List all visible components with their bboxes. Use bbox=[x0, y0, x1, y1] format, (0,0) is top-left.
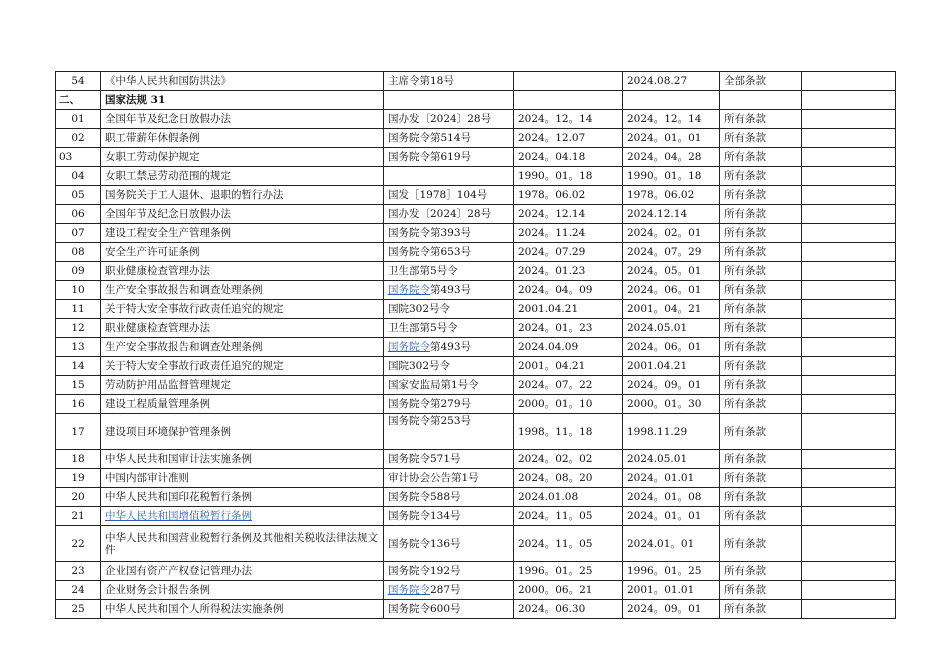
extra-column bbox=[802, 488, 896, 507]
published-date: 2024。01.23 bbox=[514, 262, 623, 281]
regulation-name: 职业健康检查管理办法 bbox=[101, 319, 384, 338]
applicable-scope: 所有条款 bbox=[720, 186, 802, 205]
applicable-scope: 所有条款 bbox=[720, 224, 802, 243]
effective-date: 2024。01。08 bbox=[623, 488, 720, 507]
document-number: 国院302号令 bbox=[384, 300, 514, 319]
table-row bbox=[56, 357, 896, 376]
extra-column bbox=[802, 243, 896, 262]
row-number: 05 bbox=[56, 186, 101, 205]
row-number: 15 bbox=[56, 376, 101, 395]
table-row bbox=[56, 319, 896, 338]
document-number-rest: 第493号 bbox=[430, 284, 472, 296]
effective-date: 2001。01.01 bbox=[623, 581, 720, 600]
extra-column bbox=[802, 167, 896, 186]
table-row bbox=[56, 224, 896, 243]
published-date bbox=[514, 72, 623, 91]
extra-column bbox=[802, 148, 896, 167]
row-number: 22 bbox=[56, 526, 101, 562]
effective-date: 2024。09。01 bbox=[623, 600, 720, 619]
applicable-scope: 所有条款 bbox=[720, 376, 802, 395]
applicable-scope: 所有条款 bbox=[720, 148, 802, 167]
document-number: 国家安监局第1号令 bbox=[384, 376, 514, 395]
document-number: 国务院令第619号 bbox=[384, 148, 514, 167]
row-number: 24 bbox=[56, 581, 101, 600]
published-date: 2024。12.14 bbox=[514, 205, 623, 224]
published-date: 2000。06。21 bbox=[514, 581, 623, 600]
extra-column bbox=[802, 224, 896, 243]
effective-date: 1996。01。25 bbox=[623, 562, 720, 581]
effective-date: 2024。04。28 bbox=[623, 148, 720, 167]
document-number: 国务院令136号 bbox=[384, 526, 514, 562]
extra-column bbox=[802, 357, 896, 376]
row-number: 09 bbox=[56, 262, 101, 281]
applicable-scope: 所有条款 bbox=[720, 414, 802, 450]
document-link[interactable]: 国务院令 bbox=[388, 341, 430, 353]
row-number: 19 bbox=[56, 469, 101, 488]
regulation-name: 全国年节及纪念日放假办法 bbox=[101, 205, 384, 224]
regulation-name: 关于特大安全事故行政责任追究的规定 bbox=[101, 300, 384, 319]
table-row bbox=[56, 186, 896, 205]
row-number: 02 bbox=[56, 129, 101, 148]
regulation-name: 建设项目环境保护管理条例 bbox=[101, 414, 384, 450]
row-number: 54 bbox=[56, 72, 101, 91]
applicable-scope: 所有条款 bbox=[720, 581, 802, 600]
extra-column bbox=[802, 338, 896, 357]
row-number: 17 bbox=[56, 414, 101, 450]
applicable-scope: 所有条款 bbox=[720, 167, 802, 186]
document-number: 国办发〔2024〕28号 bbox=[384, 110, 514, 129]
effective-date: 2024。02。01 bbox=[623, 224, 720, 243]
applicable-scope: 所有条款 bbox=[720, 526, 802, 562]
extra-column bbox=[802, 110, 896, 129]
published-date: 2024。04。09 bbox=[514, 281, 623, 300]
document-number bbox=[384, 338, 514, 357]
document-number: 国发［1978］104号 bbox=[384, 186, 514, 205]
table-row bbox=[56, 469, 896, 488]
published-date: 2024。11。05 bbox=[514, 507, 623, 526]
row-number: 08 bbox=[56, 243, 101, 262]
published-date: 1978。06.02 bbox=[514, 186, 623, 205]
published-date: 2001.04.21 bbox=[514, 300, 623, 319]
extra-column bbox=[802, 262, 896, 281]
table-row bbox=[56, 414, 896, 450]
document-number: 国务院令600号 bbox=[384, 600, 514, 619]
section-blank bbox=[623, 91, 720, 110]
table-row bbox=[56, 488, 896, 507]
regulation-name: 国务院关于工人退休、退职的暂行办法 bbox=[101, 186, 384, 205]
regulation-name bbox=[101, 507, 384, 526]
effective-date: 1998.11.29 bbox=[623, 414, 720, 450]
extra-column bbox=[802, 300, 896, 319]
applicable-scope: 所有条款 bbox=[720, 338, 802, 357]
effective-date: 1990。01。18 bbox=[623, 167, 720, 186]
regulation-name: 全国年节及纪念日放假办法 bbox=[101, 110, 384, 129]
section-blank bbox=[720, 91, 802, 110]
document-number bbox=[384, 281, 514, 300]
extra-column bbox=[802, 414, 896, 450]
applicable-scope: 所有条款 bbox=[720, 281, 802, 300]
regulation-name: 建设工程安全生产管理条例 bbox=[101, 224, 384, 243]
table-row bbox=[56, 148, 896, 167]
regulation-name: 劳动防护用品监督管理规定 bbox=[101, 376, 384, 395]
document-link[interactable]: 国务院令 bbox=[388, 284, 430, 296]
effective-date: 2024.05.01 bbox=[623, 450, 720, 469]
table-row bbox=[56, 300, 896, 319]
regulation-name: 企业财务会计报告条例 bbox=[101, 581, 384, 600]
published-date: 2001。04.21 bbox=[514, 357, 623, 376]
row-number: 13 bbox=[56, 338, 101, 357]
applicable-scope: 所有条款 bbox=[720, 357, 802, 376]
table-row bbox=[56, 507, 896, 526]
section-blank bbox=[514, 91, 623, 110]
applicable-scope: 所有条款 bbox=[720, 243, 802, 262]
published-date: 2024.04.09 bbox=[514, 338, 623, 357]
section-blank bbox=[802, 91, 896, 110]
regulation-name: 女职工禁忌劳动范围的规定 bbox=[101, 167, 384, 186]
effective-date: 2001.04.21 bbox=[623, 357, 720, 376]
published-date: 2024。02。02 bbox=[514, 450, 623, 469]
effective-date: 2024。09。01 bbox=[623, 376, 720, 395]
effective-date: 2024。01.01 bbox=[623, 469, 720, 488]
regulation-name: 生产安全事故报告和调查处理条例 bbox=[101, 281, 384, 300]
row-number: 21 bbox=[56, 507, 101, 526]
regulation-name: 《中华人民共和国防洪法》 bbox=[101, 72, 384, 91]
document-number: 国务院令第279号 bbox=[384, 395, 514, 414]
extra-column bbox=[802, 376, 896, 395]
table-row bbox=[56, 562, 896, 581]
effective-date: 2024。06。01 bbox=[623, 281, 720, 300]
published-date: 2000。01。10 bbox=[514, 395, 623, 414]
effective-date: 2024.01。01 bbox=[623, 526, 720, 562]
effective-date: 2024。12。14 bbox=[623, 110, 720, 129]
row-number: 25 bbox=[56, 600, 101, 619]
published-date: 1990。01。18 bbox=[514, 167, 623, 186]
table-row bbox=[56, 581, 896, 600]
table-row bbox=[56, 526, 896, 562]
regulation-name: 企业国有资产产权登记管理办法 bbox=[101, 562, 384, 581]
applicable-scope: 所有条款 bbox=[720, 507, 802, 526]
extra-column bbox=[802, 581, 896, 600]
document-number: 国务院令第653号 bbox=[384, 243, 514, 262]
document-link[interactable]: 国务院令 bbox=[388, 584, 430, 596]
table-row bbox=[56, 338, 896, 357]
extra-column bbox=[802, 469, 896, 488]
table-row bbox=[56, 72, 896, 91]
table-row bbox=[56, 376, 896, 395]
row-number: 16 bbox=[56, 395, 101, 414]
extra-column bbox=[802, 72, 896, 91]
extra-column bbox=[802, 186, 896, 205]
table-row bbox=[56, 395, 896, 414]
effective-date: 2000。01。30 bbox=[623, 395, 720, 414]
row-number: 12 bbox=[56, 319, 101, 338]
row-number: 10 bbox=[56, 281, 101, 300]
document-number bbox=[384, 581, 514, 600]
applicable-scope: 所有条款 bbox=[720, 262, 802, 281]
document-number: 卫生部第5号令 bbox=[384, 262, 514, 281]
effective-date: 2024。06。01 bbox=[623, 338, 720, 357]
applicable-scope: 全部条款 bbox=[720, 72, 802, 91]
effective-date: 2001。04。21 bbox=[623, 300, 720, 319]
row-number: 03 bbox=[56, 148, 101, 167]
regulation-name: 中华人民共和国审计法实施条例 bbox=[101, 450, 384, 469]
effective-date: 2024。01。01 bbox=[623, 129, 720, 148]
section-heading-row bbox=[56, 91, 896, 110]
document-number bbox=[384, 167, 514, 186]
published-date: 2024。12。14 bbox=[514, 110, 623, 129]
applicable-scope: 所有条款 bbox=[720, 600, 802, 619]
table-row bbox=[56, 281, 896, 300]
table-row bbox=[56, 450, 896, 469]
effective-date: 2024.05.01 bbox=[623, 319, 720, 338]
table-row bbox=[56, 600, 896, 619]
published-date: 2024。08。20 bbox=[514, 469, 623, 488]
document-number: 卫生部第5号令 bbox=[384, 319, 514, 338]
section-title: 国家法规 31 bbox=[101, 91, 384, 110]
extra-column bbox=[802, 395, 896, 414]
effective-date: 1978。06.02 bbox=[623, 186, 720, 205]
extra-column bbox=[802, 526, 896, 562]
applicable-scope: 所有条款 bbox=[720, 319, 802, 338]
extra-column bbox=[802, 600, 896, 619]
published-date: 1998。11。18 bbox=[514, 414, 623, 450]
regulations-table bbox=[55, 71, 896, 619]
regulation-name: 职业健康检查管理办法 bbox=[101, 262, 384, 281]
document-number: 国办发〔2024〕28号 bbox=[384, 205, 514, 224]
table-row bbox=[56, 129, 896, 148]
effective-date: 2024。05。01 bbox=[623, 262, 720, 281]
document-number: 审计协会公告第1号 bbox=[384, 469, 514, 488]
document-number: 国务院令134号 bbox=[384, 507, 514, 526]
published-date: 2024。07。22 bbox=[514, 376, 623, 395]
table-row bbox=[56, 167, 896, 186]
regulation-name: 关于特大安全事故行政责任追究的规定 bbox=[101, 357, 384, 376]
table-row bbox=[56, 262, 896, 281]
row-number: 06 bbox=[56, 205, 101, 224]
regulation-name: 女职工劳动保护规定 bbox=[101, 148, 384, 167]
applicable-scope: 所有条款 bbox=[720, 129, 802, 148]
table-row bbox=[56, 205, 896, 224]
document-number: 国院302号令 bbox=[384, 357, 514, 376]
row-number: 18 bbox=[56, 450, 101, 469]
regulation-name: 中华人民共和国营业税暂行条例及其他相关税收法律法规文件 bbox=[101, 526, 384, 562]
regulation-name: 生产安全事故报告和调查处理条例 bbox=[101, 338, 384, 357]
row-number: 20 bbox=[56, 488, 101, 507]
published-date: 2024。11。05 bbox=[514, 526, 623, 562]
regulation-name: 建设工程质量管理条例 bbox=[101, 395, 384, 414]
document-number: 国务院令571号 bbox=[384, 450, 514, 469]
section-number: 二、 bbox=[56, 91, 101, 110]
effective-date: 2024.08.27 bbox=[623, 72, 720, 91]
applicable-scope: 所有条款 bbox=[720, 469, 802, 488]
published-date: 2024.01.08 bbox=[514, 488, 623, 507]
regulation-name: 中国内部审计准则 bbox=[101, 469, 384, 488]
row-number: 11 bbox=[56, 300, 101, 319]
regulation-name: 安全生产许可证条例 bbox=[101, 243, 384, 262]
applicable-scope: 所有条款 bbox=[720, 450, 802, 469]
regulation-name: 职工带薪年休假条例 bbox=[101, 129, 384, 148]
document-number: 国务院令192号 bbox=[384, 562, 514, 581]
row-number: 04 bbox=[56, 167, 101, 186]
effective-date: 2024。01。01 bbox=[623, 507, 720, 526]
applicable-scope: 所有条款 bbox=[720, 395, 802, 414]
document-number-rest: 287号 bbox=[430, 584, 461, 596]
regulation-name: 中华人民共和国个人所得税法实施条例 bbox=[101, 600, 384, 619]
extra-column bbox=[802, 281, 896, 300]
applicable-scope: 所有条款 bbox=[720, 488, 802, 507]
row-number: 07 bbox=[56, 224, 101, 243]
regulation-name: 中华人民共和国印花税暂行条例 bbox=[101, 488, 384, 507]
published-date: 1996。01。25 bbox=[514, 562, 623, 581]
table-row bbox=[56, 243, 896, 262]
published-date: 2024。11.24 bbox=[514, 224, 623, 243]
published-date: 2024。12.07 bbox=[514, 129, 623, 148]
regulations-page bbox=[55, 71, 895, 619]
extra-column bbox=[802, 507, 896, 526]
row-number: 01 bbox=[56, 110, 101, 129]
document-number: 国务院令第253号 bbox=[384, 414, 514, 450]
row-number: 23 bbox=[56, 562, 101, 581]
published-date: 2024。04.18 bbox=[514, 148, 623, 167]
document-number: 国务院令588号 bbox=[384, 488, 514, 507]
extra-column bbox=[802, 562, 896, 581]
published-date: 2024。01。23 bbox=[514, 319, 623, 338]
published-date: 2024。06.30 bbox=[514, 600, 623, 619]
extra-column bbox=[802, 450, 896, 469]
applicable-scope: 所有条款 bbox=[720, 300, 802, 319]
regulation-link[interactable]: 中华人民共和国增值税暂行条例 bbox=[105, 510, 252, 522]
effective-date: 2024。07。29 bbox=[623, 243, 720, 262]
document-number: 国务院令第393号 bbox=[384, 224, 514, 243]
applicable-scope: 所有条款 bbox=[720, 110, 802, 129]
regulations-table-body bbox=[56, 72, 896, 619]
document-number: 国务院令第514号 bbox=[384, 129, 514, 148]
section-blank bbox=[384, 91, 514, 110]
extra-column bbox=[802, 205, 896, 224]
published-date: 2024。07.29 bbox=[514, 243, 623, 262]
extra-column bbox=[802, 319, 896, 338]
extra-column bbox=[802, 129, 896, 148]
effective-date: 2024.12.14 bbox=[623, 205, 720, 224]
applicable-scope: 所有条款 bbox=[720, 562, 802, 581]
document-number: 主席令第18号 bbox=[384, 72, 514, 91]
applicable-scope: 所有条款 bbox=[720, 205, 802, 224]
document-number-rest: 第493号 bbox=[430, 341, 472, 353]
table-row bbox=[56, 110, 896, 129]
row-number: 14 bbox=[56, 357, 101, 376]
